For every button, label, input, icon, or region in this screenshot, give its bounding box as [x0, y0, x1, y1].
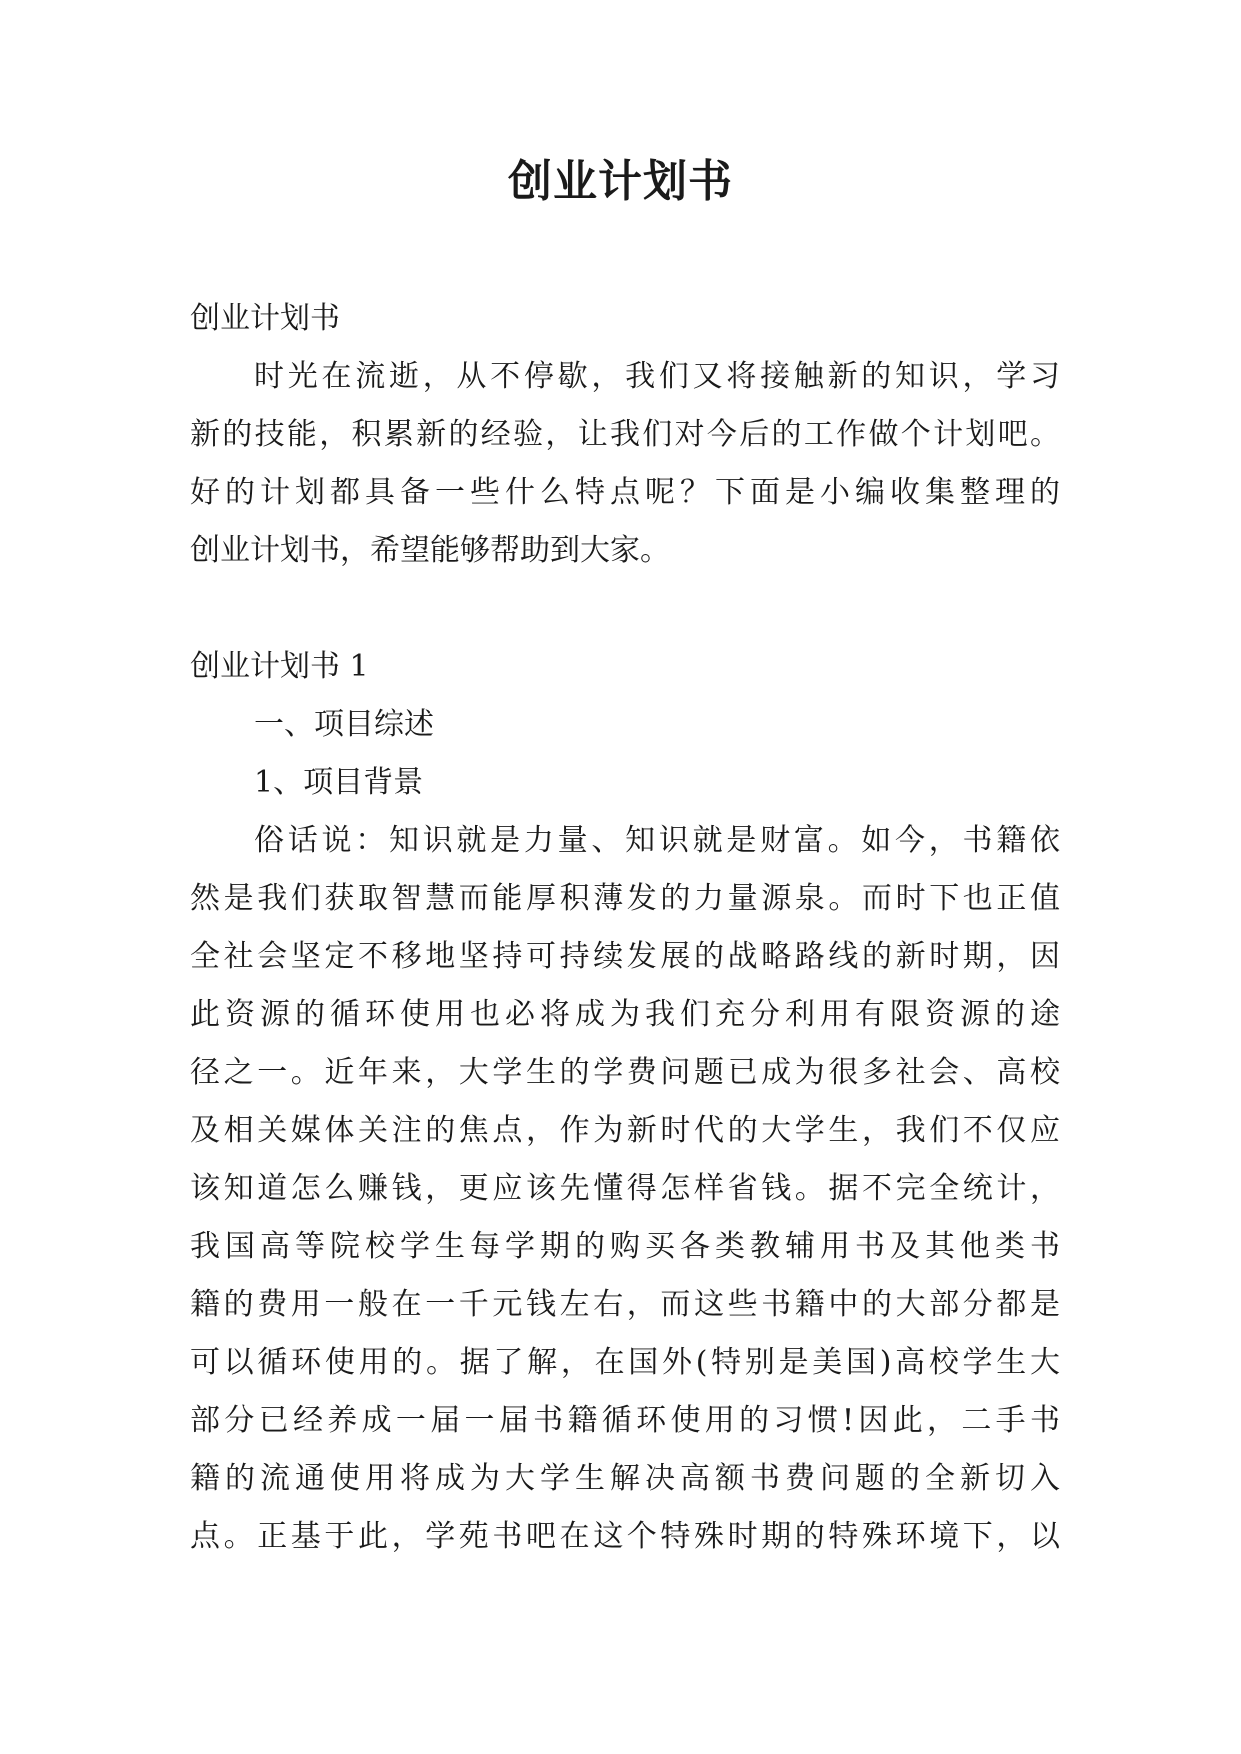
body-line: 全社会坚定不移地坚持可持续发展的战略路线的新时期，因 [190, 939, 1060, 974]
subsection-title: 一、项目综述 [254, 707, 434, 742]
body-line: 籍的费用一般在一千元钱左右，而这些书籍中的大部分都是 [190, 1287, 1060, 1322]
body-line: 部分已经养成一届一届书籍循环使用的习惯!因此，二手书 [190, 1403, 1060, 1438]
body-line: 该知道怎么赚钱，更应该先懂得怎样省钱。据不完全统计， [190, 1171, 1060, 1206]
intro-line: 时光在流逝，从不停歇，我们又将接触新的知识，学习 [254, 359, 1060, 394]
subsection-title: 1、项目背景 [254, 765, 424, 800]
body-line: 俗话说：知识就是力量、知识就是财富。如今，书籍依 [254, 823, 1060, 858]
body-line: 籍的流通使用将成为大学生解决高额书费问题的全新切入 [190, 1461, 1060, 1496]
body-line: 我国高等院校学生每学期的购买各类教辅用书及其他类书 [190, 1229, 1060, 1264]
section-title: 创业计划书 1 [190, 649, 369, 684]
intro-paragraph [190, 348, 1060, 580]
body-line: 此资源的循环使用也必将成为我们充分利用有限资源的途 [190, 997, 1060, 1032]
body-paragraph [190, 812, 1060, 1566]
intro-line: 新的技能，积累新的经验，让我们对今后的工作做个计划吧。 [190, 417, 1060, 452]
intro-line: 创业计划书，希望能够帮助到大家。 [190, 533, 670, 568]
body-line: 可以循环使用的。据了解，在国外(特别是美国)高校学生大 [190, 1345, 1060, 1380]
heading: 创业计划书 [190, 301, 340, 336]
body-line: 及相关媒体关注的焦点，作为新时代的大学生，我们不仅应 [190, 1113, 1060, 1148]
body-line: 然是我们获取智慧而能厚积薄发的力量源泉。而时下也正值 [190, 881, 1060, 916]
paragraph-gap [190, 580, 1060, 638]
body-line: 径之一。近年来，大学生的学费问题已成为很多社会、高校 [190, 1055, 1060, 1090]
document-title: 创业计划书 [508, 156, 733, 207]
document-body [190, 290, 1060, 1566]
intro-line: 好的计划都具备一些什么特点呢？下面是小编收集整理的 [190, 475, 1060, 510]
body-line: 点。正基于此，学苑书吧在这个特殊时期的特殊环境下，以 [190, 1519, 1060, 1554]
